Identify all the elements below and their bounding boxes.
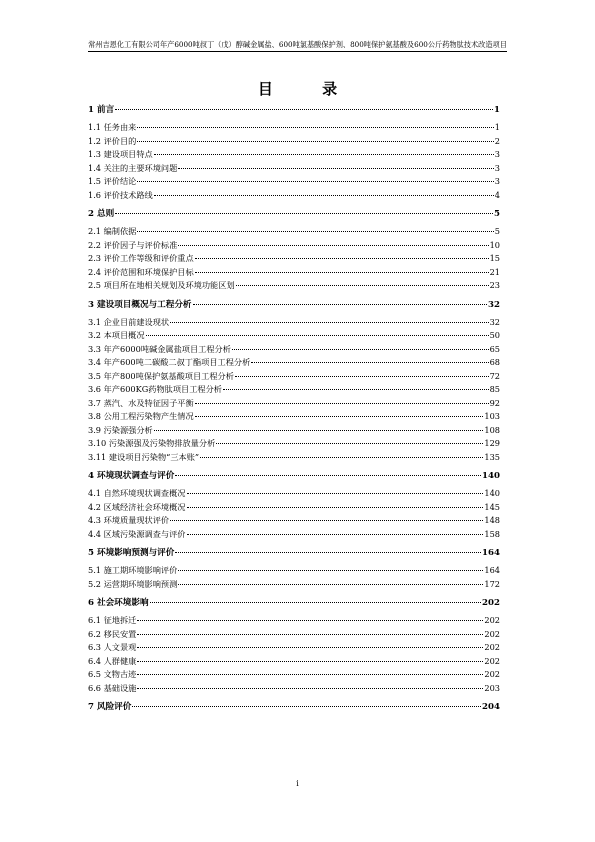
dot-leader [175, 552, 481, 553]
toc-entry-page: 202 [484, 655, 500, 666]
dot-leader [137, 661, 483, 662]
dot-leader [137, 688, 483, 689]
toc-entry-title: 2 总则 [88, 209, 115, 219]
toc-entry-title: 1.1 任务由来 [88, 122, 137, 132]
toc-entry-title: 4.3 环境质量现状评价 [88, 515, 170, 525]
dot-leader [154, 430, 484, 431]
toc-entry-page: 68 [489, 357, 500, 367]
toc-entry-title: 3.6 年产600KG药物肽项目工程分析 [88, 384, 222, 394]
toc-section-entry[interactable] [88, 162, 500, 176]
dot-leader [137, 620, 483, 621]
dot-leader [195, 258, 489, 259]
toc-section-entry[interactable] [88, 437, 500, 451]
toc-entry-page: 202 [484, 615, 500, 625]
dot-leader [137, 231, 493, 232]
dot-leader [178, 168, 493, 169]
dot-leader [216, 443, 483, 444]
dot-leader [236, 285, 489, 286]
toc-entry-page: 1 [494, 122, 500, 132]
toc-entry-title: 4.4 区域污染源调查与评价 [88, 528, 186, 539]
toc-section-entry[interactable] [88, 641, 500, 655]
toc-section-entry[interactable] [88, 135, 500, 149]
toc-section-entry[interactable] [88, 578, 500, 592]
dot-leader [195, 272, 489, 273]
toc-entry-page: 92 [489, 397, 500, 408]
dot-leader [132, 706, 481, 707]
toc-entry-page: 3 [494, 162, 500, 173]
dot-leader [178, 570, 483, 571]
toc-section-entry[interactable] [88, 279, 500, 293]
toc-entry-title: 2.3 评价工作等级和评价重点 [88, 253, 194, 263]
toc-entry-page: 4 [494, 189, 500, 200]
toc-entry-title: 6.5 文物古迹 [88, 669, 137, 679]
toc-entry-page: 72 [489, 370, 500, 381]
toc-entry-title: 3 建设项目概况与工程分析 [88, 299, 192, 310]
toc-section-entry[interactable] [88, 148, 500, 162]
toc-entry-title: 1.6 评价技术路线 [88, 189, 153, 200]
toc-entry-page: 135 [484, 451, 500, 462]
dot-leader [251, 362, 488, 363]
toc-entry-page: 5 [494, 226, 500, 236]
toc-entry-title: 3.2 本项目概况 [88, 330, 145, 340]
toc-chapter-entry[interactable] [88, 593, 500, 614]
toc-section-entry[interactable] [88, 528, 500, 542]
toc-entry-page: 65 [489, 343, 500, 354]
toc-entry-page: 10 [489, 239, 500, 250]
toc-entry-page: 204 [482, 702, 500, 712]
toc-entry-title: 6.4 人群健康 [88, 655, 137, 666]
toc-entry-title: 1.4 关注的主要环境问题 [88, 162, 178, 173]
toc-section-entry[interactable] [88, 225, 500, 239]
toc-entry-page: 108 [484, 424, 500, 435]
toc-section-entry[interactable] [88, 564, 500, 578]
toc-entry-page: 2 [494, 135, 500, 146]
toc-entry-page: 23 [489, 280, 500, 290]
toc-entry-page: 158 [484, 528, 500, 539]
toc-entry-page: 3 [494, 176, 500, 186]
toc-entry-page: 202 [484, 669, 500, 679]
toc-entry-page: 129 [484, 438, 500, 448]
toc-entry-page: 103 [484, 411, 500, 421]
toc-entry-title: 5 环境影响预测与评价 [88, 548, 175, 558]
toc-entry-title: 4.1 自然环境现状调查概况 [88, 488, 186, 498]
toc-section-entry[interactable] [88, 424, 500, 438]
toc-section-entry[interactable] [88, 682, 500, 696]
toc-section-entry[interactable] [88, 655, 500, 669]
dot-leader [115, 109, 493, 110]
toc-entry-title: 2.4 评价范围和环境保护目标 [88, 266, 194, 277]
toc-entry-page: 140 [484, 488, 500, 498]
toc-entry-title: 6.3 人文景观 [88, 642, 137, 652]
dot-leader [150, 602, 482, 603]
toc-chapter-entry[interactable] [88, 295, 500, 316]
toc-section-entry[interactable] [88, 329, 500, 343]
dot-leader [137, 127, 493, 128]
dot-leader [200, 457, 483, 458]
toc-section-entry[interactable] [88, 266, 500, 280]
dot-leader [178, 584, 483, 585]
toc-entry-title: 5.1 施工期环境影响评价 [88, 565, 178, 575]
toc-entry-title: 5.2 运营期环境影响预测 [88, 578, 178, 589]
toc-section-entry[interactable] [88, 514, 500, 528]
toc-section-entry[interactable] [88, 501, 500, 515]
dot-leader [154, 154, 494, 155]
toc-entry-page: 202 [482, 598, 500, 608]
toc-entry-title: 6 社会环境影响 [88, 598, 149, 608]
toc-entry-title: 1 前言 [88, 105, 115, 115]
toc-entry-title: 1.3 建设项目特点 [88, 149, 153, 159]
toc-entry-title: 3.5 年产800吨保护氨基酸项目工程分析 [88, 370, 234, 381]
toc-entry-page: 172 [484, 578, 500, 589]
toc-entry-title: 2.5 项目所在地相关规划及环境功能区划 [88, 280, 235, 290]
toc-entry-page: 50 [489, 330, 500, 340]
toc-entry-title: 6.2 移民安置 [88, 628, 137, 639]
dot-leader [195, 403, 489, 404]
dot-leader [178, 245, 488, 246]
toc-entry-page: 164 [482, 548, 500, 558]
toc-entry-page: 145 [484, 501, 500, 512]
toc-entry-title: 3.7 蒸汽、水及特征因子平衡 [88, 397, 194, 408]
toc-section-entry[interactable] [88, 628, 500, 642]
toc-section-entry[interactable] [88, 410, 500, 424]
toc-entry-title: 1.5 评价结论 [88, 176, 137, 186]
page-number: i [296, 779, 299, 788]
toc-entry-page: 203 [484, 682, 500, 693]
toc-section-entry[interactable] [88, 252, 500, 266]
toc-entry-title: 3.4 年产600吨二碳酸二叔丁酯项目工程分析 [88, 357, 251, 367]
toc-entry-page: 1 [494, 105, 500, 115]
toc-entry-page: 85 [489, 384, 500, 394]
page-title: 目 录 [257, 80, 360, 98]
toc-chapter-entry[interactable] [88, 466, 500, 487]
toc-chapter-entry[interactable] [88, 697, 500, 718]
toc-entry-title: 6.6 基础设施 [88, 682, 137, 693]
dot-leader [232, 349, 489, 350]
dot-leader [223, 389, 489, 390]
toc-entry-title: 3.10 污染源强及污染物排放量分析 [88, 438, 216, 448]
toc-chapter-entry[interactable] [88, 204, 500, 225]
toc-entry-title: 2.2 评价因子与评价标准 [88, 239, 178, 250]
dot-leader [187, 534, 484, 535]
toc-section-entry[interactable] [88, 175, 500, 189]
toc-entry-page: 202 [484, 642, 500, 652]
toc-entry-page: 140 [482, 471, 500, 481]
toc-entry-page: 21 [489, 266, 500, 277]
dot-leader [146, 335, 489, 336]
toc-entry-title: 3.8 公用工程污染物产生情况 [88, 411, 194, 421]
dot-leader [195, 416, 484, 417]
toc-entry-title: 3.9 污染源强分析 [88, 424, 153, 435]
toc-entry-page: 32 [488, 299, 500, 310]
dot-leader [187, 493, 484, 494]
running-header: 常州吉恩化工有限公司年产6000吨叔丁（戊）醇碱金属盐、600吨氯基酸保护剂、800吨保护氨基酸及600公斤药物肽技术改造项目 [88, 40, 507, 49]
dot-leader [235, 376, 489, 377]
toc-entry-page: 5 [494, 209, 500, 219]
toc-section-entry[interactable] [88, 356, 500, 370]
dot-leader [154, 195, 494, 196]
dot-leader [175, 475, 481, 476]
dot-leader [115, 213, 493, 214]
toc-entry-page: 164 [484, 565, 500, 575]
dot-leader [170, 520, 483, 521]
toc-section-entry[interactable] [88, 397, 500, 411]
toc-entry-title: 2.1 编制依据 [88, 226, 137, 236]
toc-entry-title: 7 风险评价 [88, 702, 132, 712]
toc-entry-page: 148 [484, 515, 500, 525]
toc-section-entry[interactable] [88, 121, 500, 135]
dot-leader [137, 634, 483, 635]
toc-section-entry[interactable] [88, 487, 500, 501]
toc-section-entry[interactable] [88, 370, 500, 384]
dot-leader [170, 322, 488, 323]
toc-section-entry[interactable] [88, 343, 500, 357]
toc-section-entry[interactable] [88, 451, 500, 465]
dot-leader [137, 141, 493, 142]
toc-section-entry[interactable] [88, 668, 500, 682]
toc-chapter-entry[interactable] [88, 543, 500, 564]
toc-entry-title: 3.11 建设项目污染物“三本账” [88, 451, 200, 462]
toc-entry-page: 3 [494, 149, 500, 159]
toc-entry-title: 4.2 区域经济社会环境概况 [88, 501, 186, 512]
toc-section-entry[interactable] [88, 239, 500, 253]
toc-section-entry[interactable] [88, 189, 500, 203]
toc-entry-title: 6.1 征地拆迁 [88, 615, 137, 625]
toc-entry-title: 3.3 年产6000吨碱金属盐项目工程分析 [88, 343, 231, 354]
header-rule [88, 51, 507, 52]
table-of-contents [88, 98, 500, 718]
toc-entry-page: 202 [484, 628, 500, 639]
toc-entry-title: 1.2 评价目的 [88, 135, 137, 146]
toc-section-entry[interactable] [88, 614, 500, 628]
toc-entry-page: 32 [489, 316, 500, 327]
dot-leader [193, 304, 488, 305]
toc-section-entry[interactable] [88, 316, 500, 330]
toc-entry-page: 15 [489, 253, 500, 263]
toc-section-entry[interactable] [88, 383, 500, 397]
dot-leader [137, 674, 483, 675]
dot-leader [137, 181, 493, 182]
dot-leader [187, 507, 484, 508]
toc-entry-title: 4 环境现状调查与评价 [88, 471, 175, 481]
toc-chapter-entry[interactable] [88, 100, 500, 121]
dot-leader [137, 647, 483, 648]
toc-entry-title: 3.1 企业目前建设现状 [88, 316, 170, 327]
